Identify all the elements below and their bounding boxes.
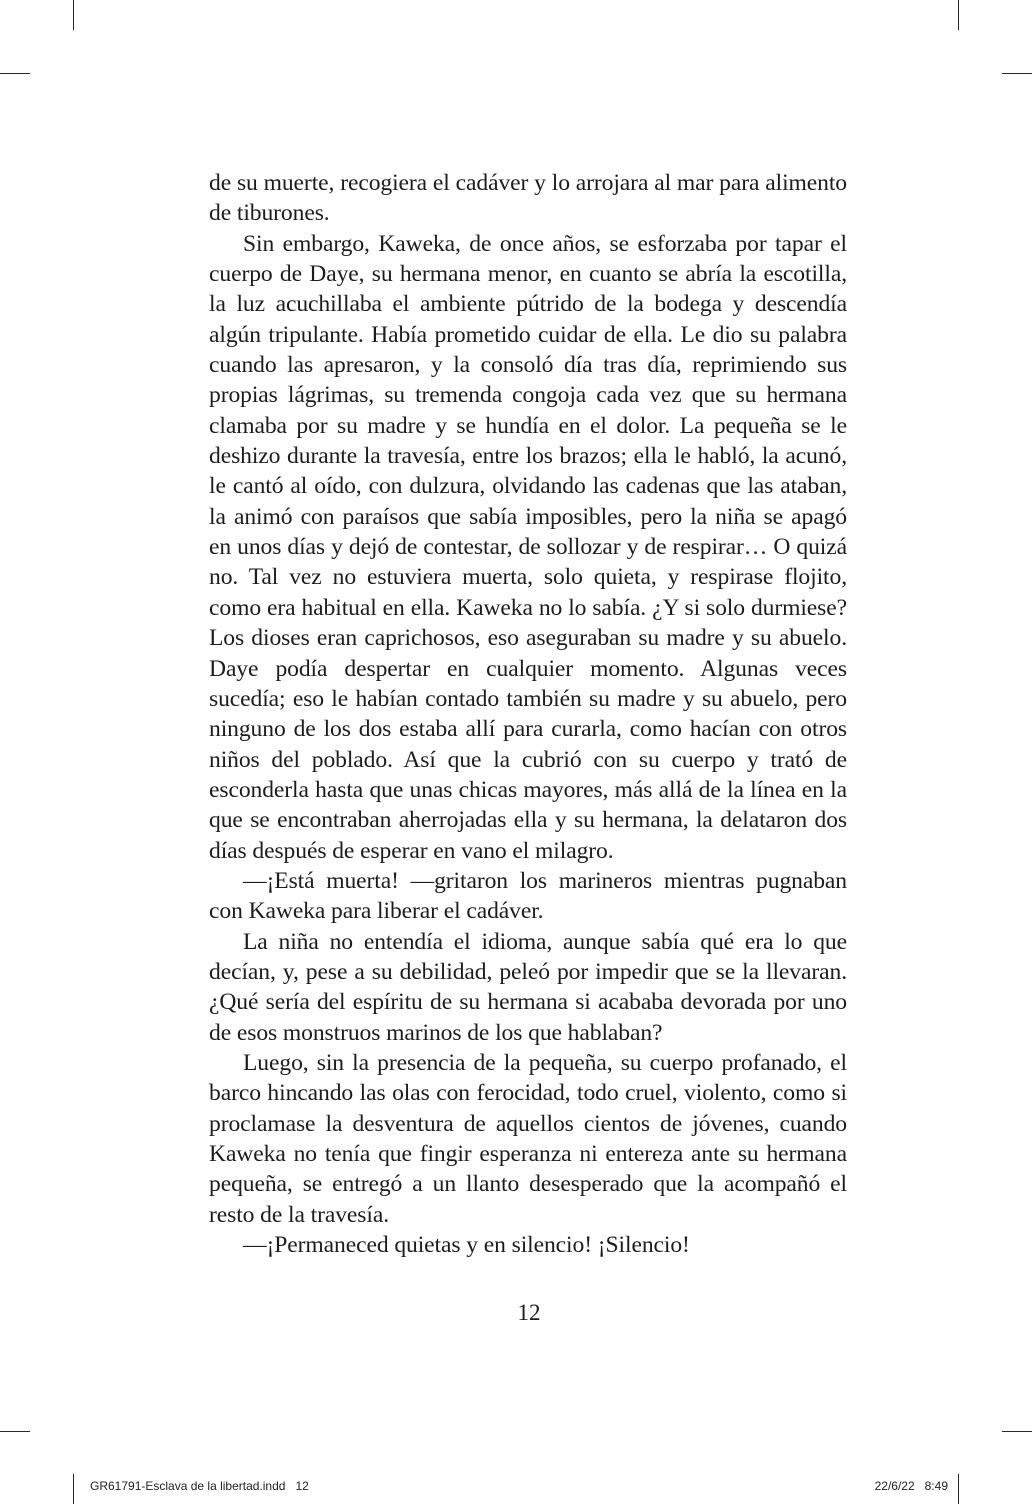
crop-mark-right-bottom (1002, 1431, 1032, 1432)
paragraph: Luego, sin la presencia de la pequeña, su cuerpo profanado, el barco hincando las olas con ferocidad, todo cruel, violento, como si proclamase la desventura de aquellos cientos de jóvenes, cuando Kaweka no tenía que fingir esperanza ni entereza ante su hermana pequeña, se entregó a un llanto desesperado que la acompañó el resto de la travesía. (209, 1049, 847, 1228)
crop-mark-left-top (0, 73, 30, 74)
crop-mark-right-top (1002, 73, 1032, 74)
body-text (209, 168, 847, 1260)
paragraph: Sin embargo, Kaweka, de once años, se esforzaba por tapar el cuerpo de Daye, su hermana menor, en cuanto se abría la escotilla, la luz acuchillaba el ambiente pútrido de la bodega y descendía algún tripulante. Había prometido cuidar de ella. Le dio su palabra cuando las apresaron, y la consoló día tras día, reprimiendo sus propias lágrimas, su tremenda congoja cada vez que su hermana clamaba por su madre y se hundía en el dolor. La pequeña se le deshizo durante la travesía, entre los brazos; ella le habló, la acunó, le cantó al oído, con dulzura, olvidando las cadenas que las ataban, la animó con paraísos que sabía imposibles, pero la niña se apagó en unos días y dejó de contestar, de sollozar y de respirar… O quizá no. Tal vez no estuviera muerta, solo quieta, y respirase flojito, como era habitual en ella. Kaweka no lo sabía. ¿Y si solo durmiese? Los dioses eran caprichosos, eso aseguraban su madre y su abuelo. Daye podía despertar en cualquier momento. Algunas veces sucedía; eso le habían contado también su madre y su abuelo, pero ninguno de los dos estaba allí para curarla, como hacían con otros niños del poblado. Así que la cubrió con su cuerpo y trató de esconderla hasta que unas chicas mayores, más allá de la línea en la que se encontraban aherrojadas ella y su hermana, la delataron dos días después de esperar en vano el milagro. (209, 230, 847, 864)
crop-mark-top-right (958, 0, 959, 30)
crop-mark-bottom-left (73, 1474, 74, 1504)
crop-mark-left-bottom (0, 1431, 30, 1432)
paragraph: —¡Permaneced quietas y en silencio! ¡Silencio! (243, 1232, 690, 1259)
crop-mark-bottom-right (958, 1474, 959, 1504)
crop-mark-top-left (73, 0, 74, 30)
paragraph: de su muerte, recogiera el cadáver y lo arrojara al mar para alimento de tiburones. (209, 170, 847, 227)
page-number: 12 (517, 1300, 541, 1325)
paragraph: La niña no entendía el idioma, aunque sabía qué era lo que decían, y, pese a su debilidad, peleó por impedir que se la llevaran. ¿Qué sería del espíritu de su hermana si acababa devorada por uno de esos monstruos marinos de los que hablaban? (209, 928, 847, 1046)
slug-filename: GR61791-Esclava de la libertad.indd 12 (90, 1479, 309, 1493)
slug-datetime: 22/6/22 8:49 (874, 1479, 948, 1493)
paragraph: —¡Está muerta! —gritaron los marineros mientras pugnaban con Kaweka para liberar el cadáver. (209, 867, 847, 925)
